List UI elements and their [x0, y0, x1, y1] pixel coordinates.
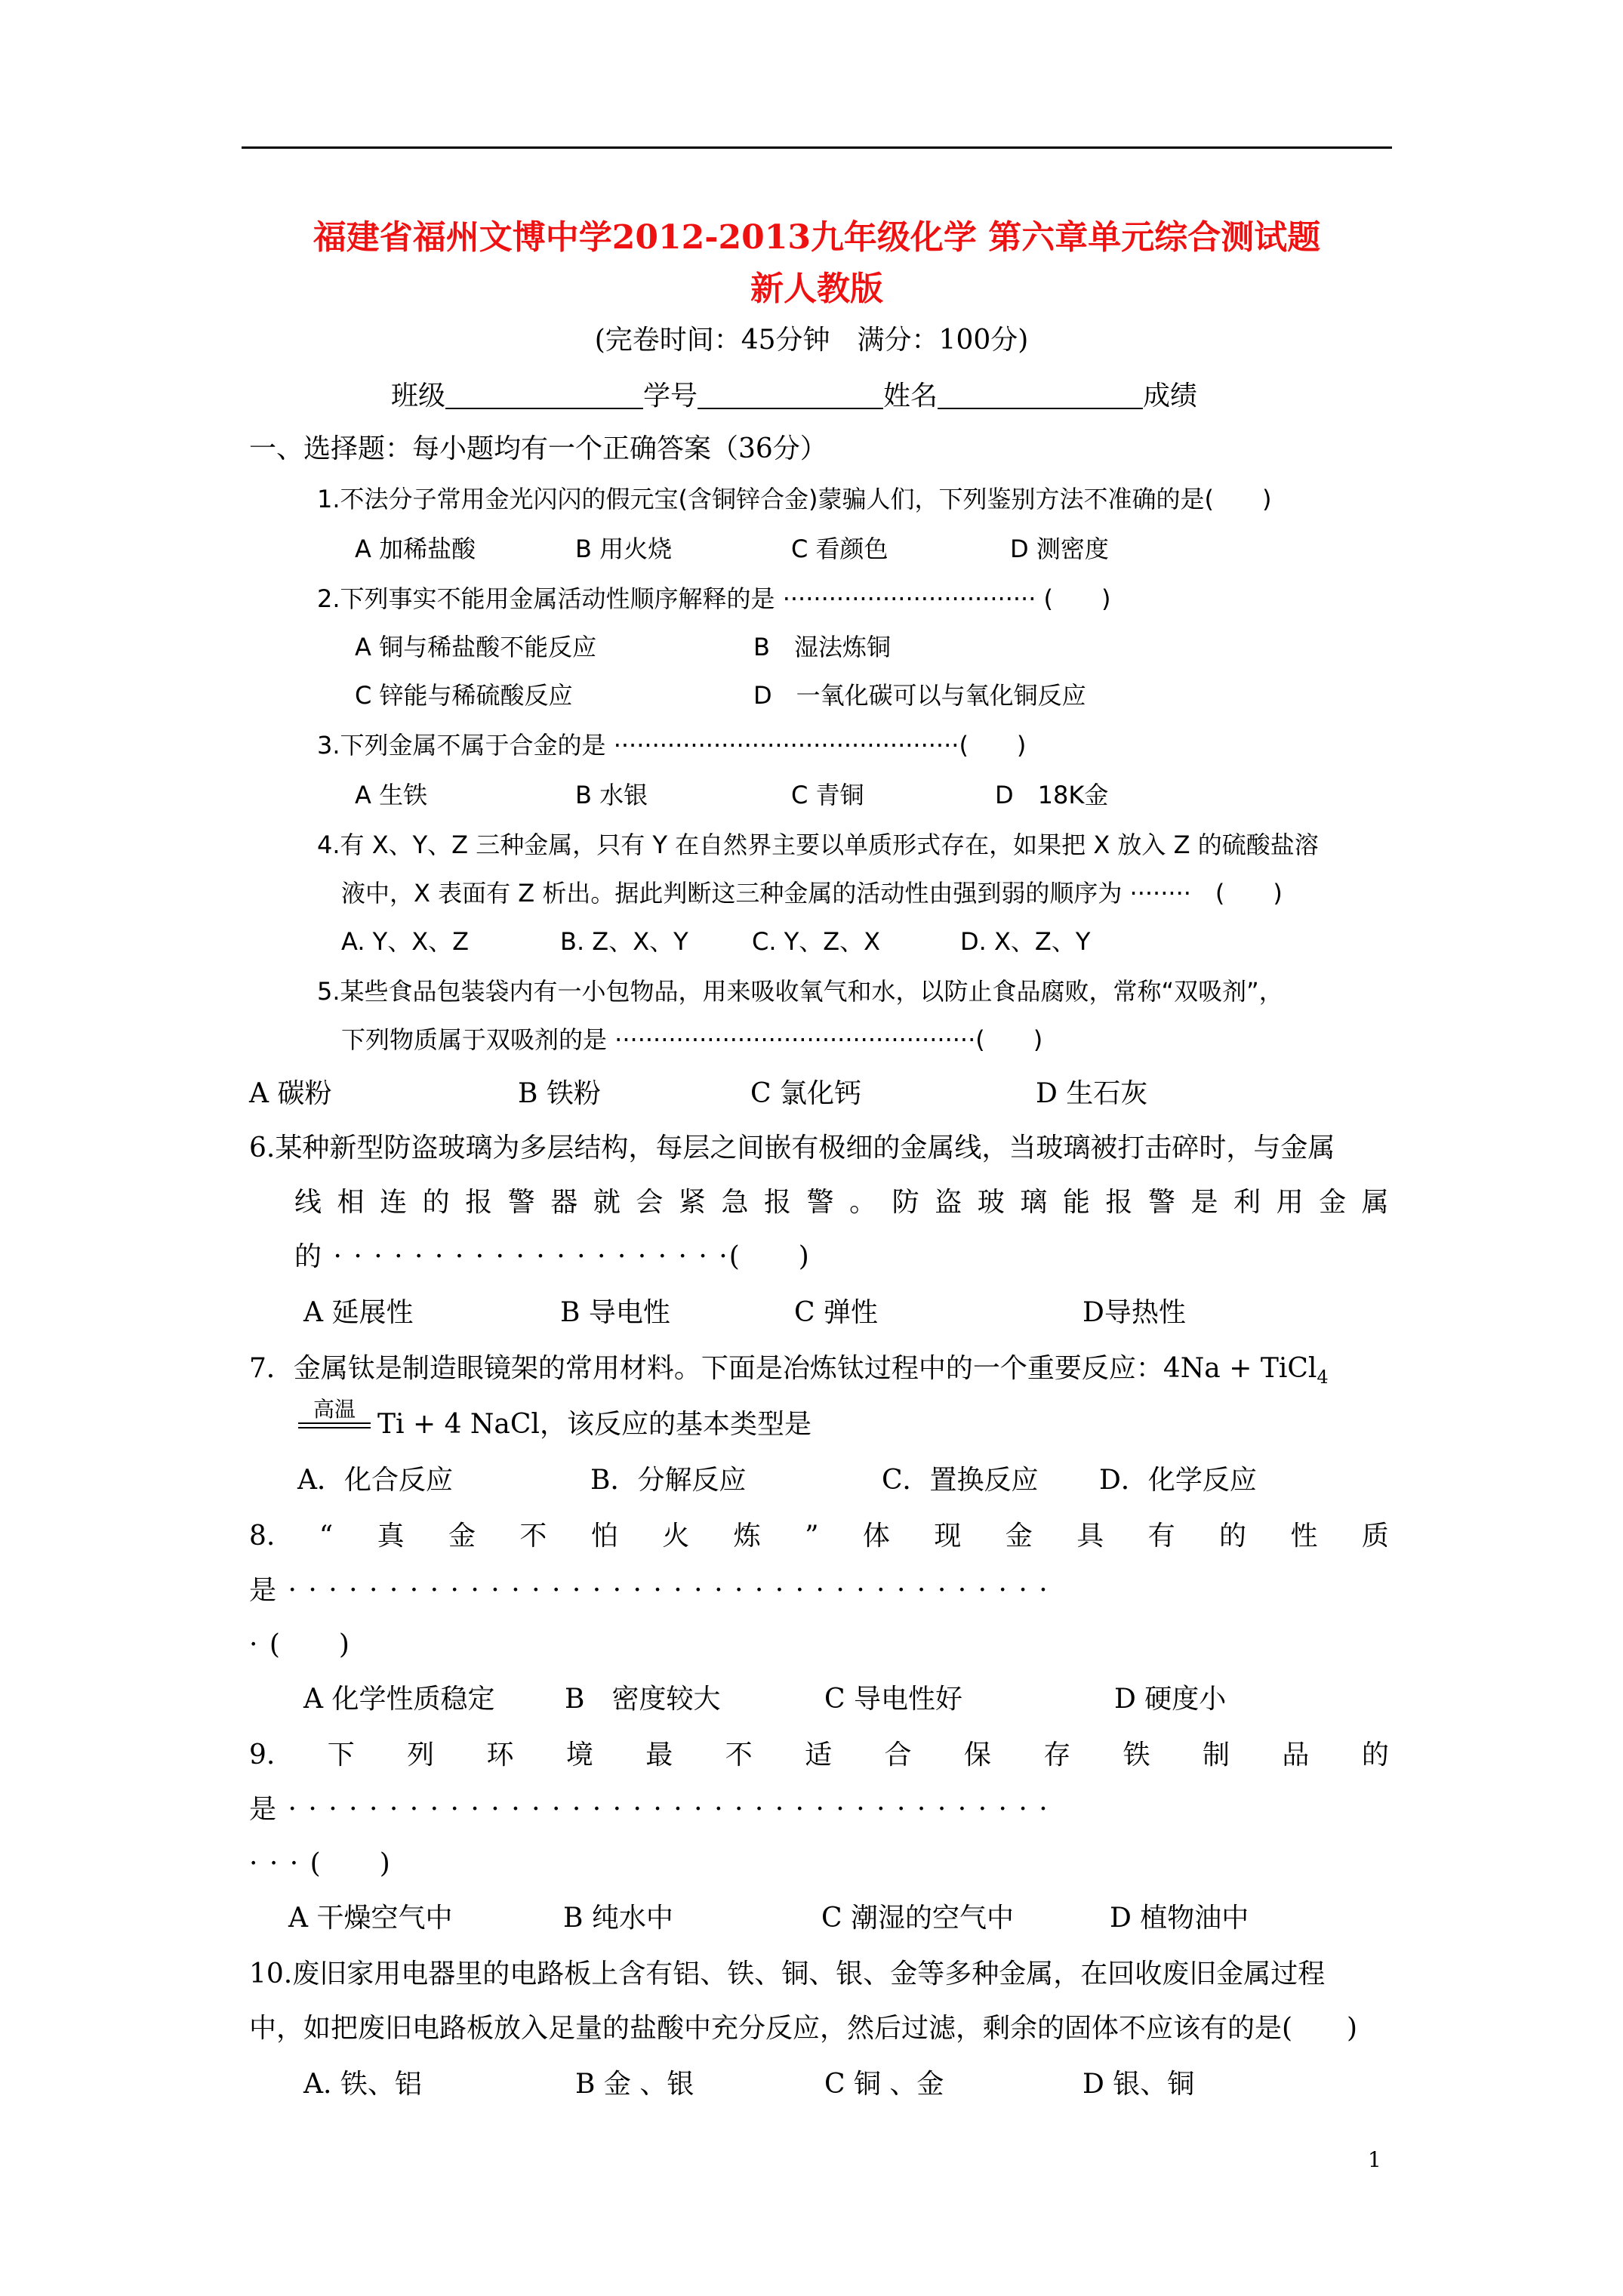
name-label: 姓名: [883, 381, 938, 411]
option-b[interactable]: B 用火烧: [575, 535, 673, 563]
option-b[interactable]: B 纯水中: [563, 1903, 673, 1934]
option-d[interactable]: D 测密度: [1010, 535, 1109, 563]
question-8-stem-line3: · ( ): [249, 1629, 351, 1660]
option-c[interactable]: C 导电性好: [824, 1684, 962, 1715]
score-label: 成绩: [1143, 381, 1198, 411]
option-a[interactable]: A 延展性: [303, 1297, 414, 1328]
option-b[interactable]: B 导电性: [560, 1297, 670, 1328]
option-a[interactable]: A 化学性质稳定: [303, 1684, 495, 1715]
option-d[interactable]: D 18K金: [995, 781, 1109, 809]
number-field[interactable]: [698, 382, 883, 409]
option-c[interactable]: C 氯化钙: [750, 1078, 861, 1109]
question-6-stem-line3: 的 · · · · · · · · · · · · · · · · · · · ·( ): [294, 1241, 811, 1272]
question-6-stem-line1: 6.某种新型防盗玻璃为多层结构，每层之间嵌有极细的金属线，当玻璃被打击碎时，与金属: [249, 1133, 1335, 1163]
number-label: 学号: [643, 381, 698, 411]
option-d[interactable]: D 一氧化碳可以与氧化铜反应: [753, 681, 1086, 710]
section-heading: 一、选择题：每小题均有一个正确答案（36分）: [249, 433, 827, 464]
question-9-stem-line3: · · · ( ): [249, 1848, 392, 1879]
option-a[interactable]: A 加稀盐酸: [355, 535, 476, 563]
question-2-stem: 2.下列事实不能用金属活动性顺序解释的是 ································· ( ): [317, 584, 1111, 613]
question-6-stem-line2: 线 相 连 的 报 警 器 就 会 紧 急 报 警 。 防 盗 玻 璃 能 报 警 是 利 用 金 属: [294, 1187, 1389, 1218]
option-c[interactable]: C 铜 、金: [824, 2069, 944, 2100]
question-7-stem-line1: 7．金属钛是制造眼镜架的常用材料。下面是冶炼钛过程中的一个重要反应：4Na + TiCl$_4$: [249, 1353, 1329, 1388]
option-d[interactable]: D导热性: [1083, 1297, 1186, 1328]
class-field[interactable]: [445, 382, 643, 409]
question-9-stem-line2: 是 · · · · · · · · · · · · · · · · · · · · · · · · · · · · · · · · · · · · · ·: [249, 1794, 1049, 1825]
option-a[interactable]: A 碳粉: [249, 1078, 332, 1109]
option-b[interactable]: B 水银: [575, 781, 648, 809]
option-d[interactable]: D 植物油中: [1110, 1903, 1249, 1934]
option-a[interactable]: A. Y、X、Z: [341, 927, 470, 956]
option-b[interactable]: B. Z、X、Y: [560, 927, 688, 956]
option-a[interactable]: A 生铁: [355, 781, 428, 809]
option-d[interactable]: D 硬度小: [1114, 1684, 1227, 1715]
question-10-stem-line2: 中，如把废旧电路板放入足量的盐酸中充分反应，然后过滤，剩余的固体不应该有的是( ): [249, 2013, 1358, 2044]
question-8-stem-line1: 8. “ 真 金 不 怕 火 炼 ” 体 现 金 具 有 的 性 质: [249, 1521, 1389, 1552]
student-fields: [391, 381, 1197, 412]
document-title: 福建省福州文博中学2012-2013九年级化学 第六章单元综合测试题: [313, 218, 1321, 257]
option-b[interactable]: B 铁粉: [518, 1078, 601, 1109]
reaction-condition: [298, 1398, 371, 1428]
page-number: 1: [1368, 2147, 1381, 2172]
option-a[interactable]: A．化合反应: [297, 1465, 453, 1496]
question-1-stem: 1.不法分子常用金光闪闪的假元宝(含铜锌合金)蒙骗人们，下列鉴别方法不准确的是( ): [317, 485, 1272, 513]
option-b[interactable]: B 湿法炼铜: [753, 633, 891, 661]
class-label: 班级: [391, 381, 446, 411]
condition-label: 高温: [313, 1397, 356, 1422]
question-9-stem-line1: 9. 下 列 环 境 最 不 适 合 保 存 铁 制 品 的: [249, 1740, 1389, 1771]
question-4-stem-line1: 4.有 X、Y、Z 三种金属，只有 Y 在自然界主要以单质形式存在，如果把 X 放入 Z 的硫酸盐溶: [317, 831, 1319, 859]
option-d[interactable]: D. X、Z、Y: [960, 927, 1091, 956]
name-field[interactable]: [938, 382, 1143, 409]
exam-info: (完卷时间：45分钟 满分：100分): [594, 325, 1029, 356]
question-8-stem-line2: 是 · · · · · · · · · · · · · · · · · · · · · · · · · · · · · · · · · · · · · ·: [249, 1575, 1049, 1606]
question-4-stem-line2: 液中，X 表面有 Z 析出。据此判断这三种金属的活动性由强到弱的顺序为 ········ ( ): [341, 879, 1283, 908]
option-d[interactable]: D．化学反应: [1099, 1465, 1257, 1496]
option-c[interactable]: C．置换反应: [882, 1465, 1039, 1496]
option-a[interactable]: A 铜与稀盐酸不能反应: [355, 633, 597, 661]
option-b[interactable]: B．分解反应: [590, 1465, 747, 1496]
option-c[interactable]: C 锌能与稀硫酸反应: [355, 681, 573, 710]
option-a[interactable]: A 干燥空气中: [288, 1903, 453, 1934]
option-c[interactable]: C 弹性: [794, 1297, 878, 1328]
option-a[interactable]: A. 铁、铝: [303, 2069, 422, 2100]
option-c[interactable]: C 看颜色: [791, 535, 888, 563]
option-d[interactable]: D 银、铜: [1083, 2069, 1195, 2100]
option-b[interactable]: B 密度较大: [565, 1684, 721, 1715]
option-c[interactable]: C 青铜: [791, 781, 864, 809]
option-b[interactable]: B 金 、银: [575, 2069, 694, 2100]
question-10-stem-line1: 10.废旧家用电器里的电路板上含有铝、铁、铜、银、金等多种金属，在回收废旧金属过程: [249, 1959, 1326, 1989]
header-rule: [242, 146, 1392, 149]
question-3-stem: 3.下列金属不属于合金的是 ·············································( ): [317, 731, 1027, 760]
option-d[interactable]: D 生石灰: [1036, 1078, 1148, 1109]
document-subtitle: 新人教版: [750, 270, 883, 308]
option-c[interactable]: C 潮湿的空气中: [821, 1903, 1014, 1934]
option-c[interactable]: C. Y、Z、X: [752, 927, 881, 956]
question-5-stem-line2: 下列物质属于双吸剂的是 ···············································( ): [341, 1025, 1043, 1054]
question-5-stem-line1: 5.某些食品包装袋内有一小包物品，用来吸收氧气和水，以防止食品腐败，常称“双吸剂”，: [317, 977, 1283, 1006]
question-7-stem-line2: Ti + 4 NaCl，该反应的基本类型是: [377, 1409, 812, 1440]
